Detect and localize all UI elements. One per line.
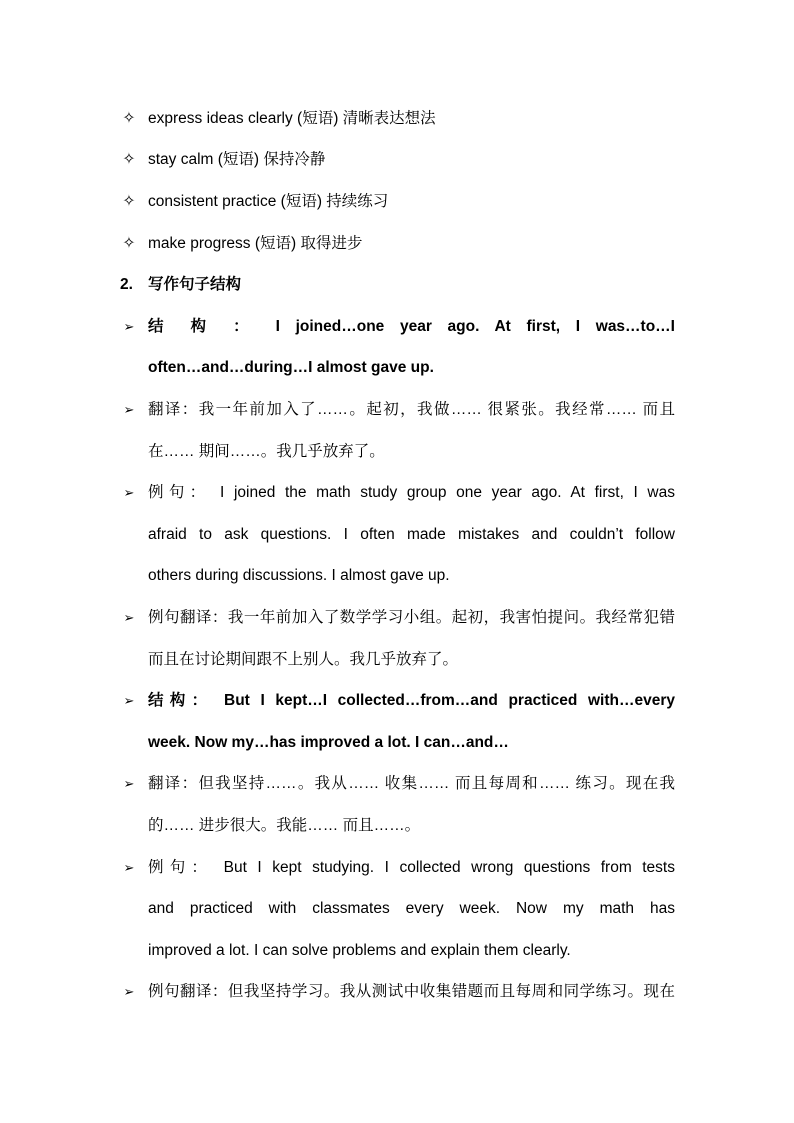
diamond-bullet-icon: ✧ bbox=[122, 193, 136, 210]
translation-line: 翻译：我一年前加入了……。起初，我做…… 很紧张。我经常…… 而且 bbox=[148, 401, 675, 418]
structure-line: often…and…during…I almost gave up. bbox=[148, 359, 434, 376]
translation-line: 的…… 进步很大。我能…… 而且……。 bbox=[148, 817, 421, 834]
example-translation-line: 而且在讨论期间跟不上别人。我几乎放弃了。 bbox=[148, 651, 459, 668]
example-line: and practiced with classmates every week. Now my math has bbox=[148, 900, 675, 917]
example-line: others during discussions. I almost gave up. bbox=[148, 567, 450, 584]
example-translation-line: 例句翻译：但我坚持学习。我从测试中收集错题而且每周和同学练习。现在 bbox=[148, 983, 675, 1000]
arrow-bullet-icon: ➢ bbox=[123, 402, 135, 417]
vocab-item: stay calm (短语) 保持冷静 bbox=[148, 151, 326, 168]
arrow-bullet-icon: ➢ bbox=[123, 984, 135, 999]
vocab-item: make progress (短语) 取得进步 bbox=[148, 235, 363, 252]
section-title: 写作句子结构 bbox=[148, 276, 242, 293]
example-line: 例句： But I kept studying. I collected wrong questions from tests bbox=[148, 859, 675, 876]
diamond-bullet-icon: ✧ bbox=[122, 151, 136, 168]
section-number: 2. bbox=[120, 276, 133, 293]
vocab-item: express ideas clearly (短语) 清晰表达想法 bbox=[148, 110, 436, 127]
vocab-item: consistent practice (短语) 持续练习 bbox=[148, 193, 389, 210]
arrow-bullet-icon: ➢ bbox=[123, 860, 135, 875]
diamond-bullet-icon: ✧ bbox=[122, 235, 136, 252]
example-line: afraid to ask questions. I often made mistakes and couldn’t follow bbox=[148, 526, 675, 543]
translation-line: 在…… 期间……。我几乎放弃了。 bbox=[148, 443, 385, 460]
arrow-bullet-icon: ➢ bbox=[123, 610, 135, 625]
arrow-bullet-icon: ➢ bbox=[123, 319, 135, 334]
arrow-bullet-icon: ➢ bbox=[123, 693, 135, 708]
structure-line: 结构： But I kept…I collected…from…and practiced with…every bbox=[148, 692, 675, 709]
example-line: improved a lot. I can solve problems and explain them clearly. bbox=[148, 942, 571, 959]
example-line: 例句： I joined the math study group one year ago. At first, I was bbox=[148, 484, 675, 501]
diamond-bullet-icon: ✧ bbox=[122, 110, 136, 127]
arrow-bullet-icon: ➢ bbox=[123, 776, 135, 791]
structure-line: 结 构 ： I joined…one year ago. At first, I was…to…I bbox=[148, 318, 675, 335]
translation-line: 翻译：但我坚持……。我从…… 收集…… 而且每周和…… 练习。现在我 bbox=[148, 775, 675, 792]
structure-line: week. Now my…has improved a lot. I can…and… bbox=[148, 734, 509, 751]
arrow-bullet-icon: ➢ bbox=[123, 485, 135, 500]
example-translation-line: 例句翻译：我一年前加入了数学学习小组。起初，我害怕提问。我经常犯错 bbox=[148, 609, 675, 626]
